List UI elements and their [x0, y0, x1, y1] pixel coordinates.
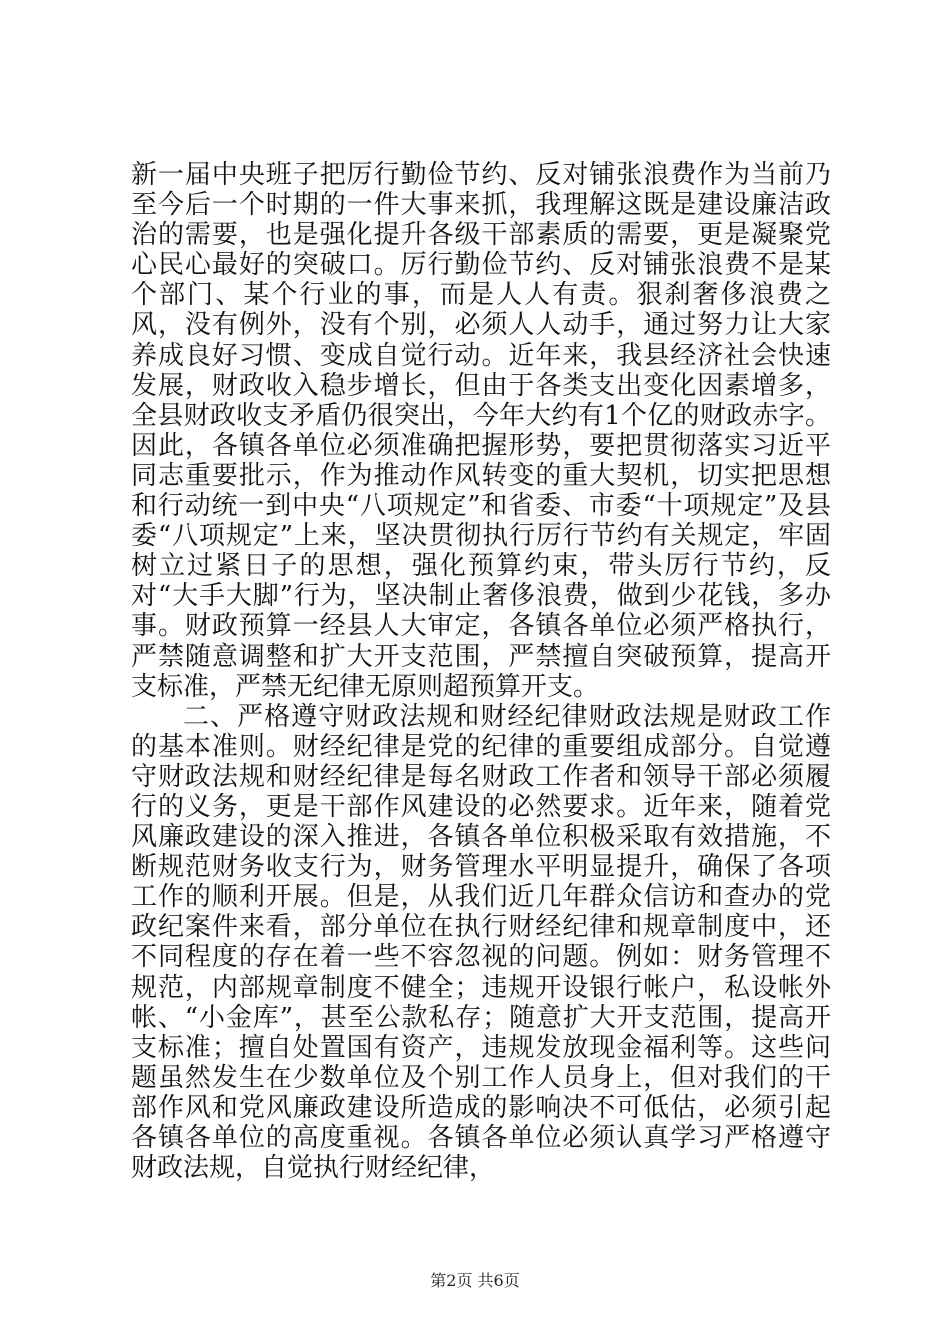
section-two-paragraph: 二、严格遵守财政法规和财经纪律财政法规是财政工作的基本准则。财经纪律是党的纪律的重要组成部分。自觉遵守财政法规和财经纪律是每名财政工作者和领导干部必须履行的义务，更是干部作风建设的必然要求。近年来，随着党风廉政建设的深入推进，各镇各单位积极采取有效措施，不断规范财务收支行为，财务管理水平明显提升，确保了各项工作的顺利开展。但是，从我们近几年群众信访和查办的党政纪案件来看，部分单位在执行财经纪律和规章制度中，还不同程度的存在着一些不容忽视的问题。例如：财务管理不规范，内部规章制度不健全；违规开设银行帐户，私设帐外帐、“小金库”，甚至公款私存；随意扩大开支范围，提高开支标准；擅自处置国有资产，违规发放现金福利等。这些问题虽然发生在少数单位及个别工作人员身上，但对我们的干部作风和党风廉政建设所造成的影响决不可低估，必须引起各镇各单位的高度重视。各镇各单位必须认真学习严格遵守财政法规，自觉执行财经纪律，	[131, 701, 831, 1184]
page-number-footer: 第2页 共6页	[430, 1271, 520, 1290]
document-body	[131, 160, 831, 1183]
body-paragraph: 新一届中央班子把厉行勤俭节约、反对铺张浪费作为当前乃至今后一个时期的一件大事来抓，我理解这既是建设廉洁政治的需要，也是强化提升各级干部素质的需要，更是凝聚党心民心最好的突破口。厉行勤俭节约、反对铺张浪费不是某个部门、某个行业的事，而是人人有责。狠刹奢侈浪费之风，没有例外，没有个别，必须人人动手，通过努力让大家养成良好习惯、变成自觉行动。近年来，我县经济社会快速发展，财政收入稳步增长，但由于各类支出变化因素增多，全县财政收支矛盾仍很突出，今年大约有1个亿的财政赤字。因此，各镇各单位必须准确把握形势，要把贯彻落实习近平同志重要批示，作为推动作风转变的重大契机，切实把思想和行动统一到中央“八项规定”和省委、市委“十项规定”及县委“八项规定”上来，坚决贯彻执行厉行节约有关规定，牢固树立过紧日子的思想，强化预算约束，带头厉行节约，反对“大手大脚”行为，坚决制止奢侈浪费，做到少花钱，多办事。财政预算一经县人大审定，各镇各单位必须严格执行，严禁随意调整和扩大开支范围，严禁擅自突破预算，提高开支标准，严禁无纪律无原则超预算开支。	[131, 160, 831, 702]
